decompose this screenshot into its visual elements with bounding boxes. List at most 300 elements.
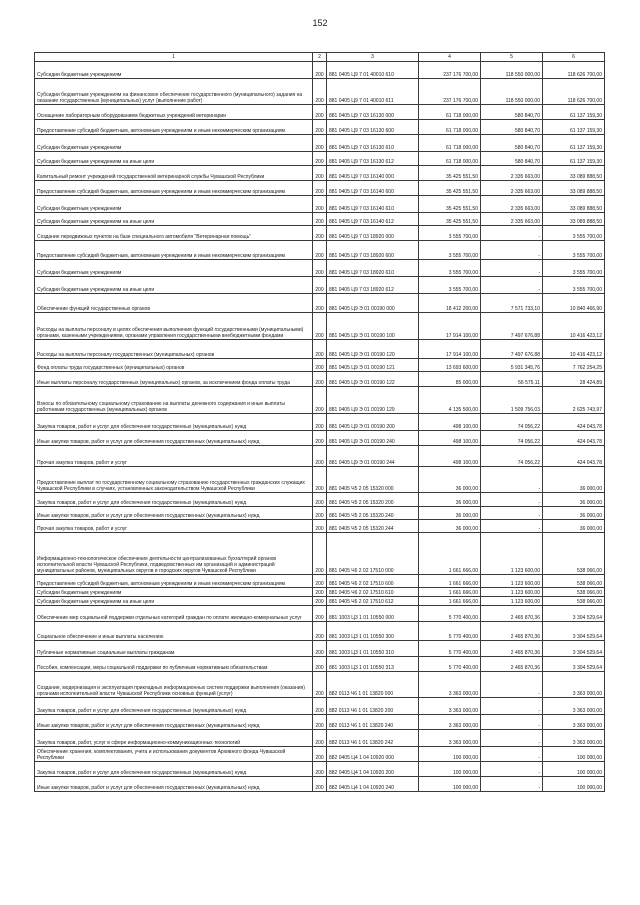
expense-name-cell: Прочая закупка товаров, работ и услуг [35, 446, 313, 467]
table-row [35, 641, 605, 657]
table-row [35, 431, 605, 446]
executed-amount-cell: 118 550 000,00 [481, 62, 543, 79]
expense-name-cell: Прочая закупка товаров, работ и услуг [35, 520, 313, 533]
line-code-cell: 200 [313, 241, 327, 260]
budget-classification-code-cell: 881 0405 Ц9 Э 01 00190 100 [327, 313, 419, 340]
budget-classification-code-cell: 881 0405 Ц9 7 03 16130 610 [327, 135, 419, 152]
line-code-cell: 200 [313, 260, 327, 277]
line-code-cell: 200 [313, 507, 327, 520]
expense-name-cell: Субсидии бюджетным учреждениям [35, 260, 313, 277]
approved-amount-cell: 1 661 666,00 [419, 575, 481, 588]
line-code-cell: 200 [313, 431, 327, 446]
executed-amount-cell: - [481, 672, 543, 698]
expense-name-cell: Расходы на выплаты персоналу в целях обеспечения выполнения функций государственными (муниципальными) органами, казенными учреждениями, органами управления государственными внебюджетными фондами [35, 313, 313, 340]
budget-classification-code-cell: 881 0405 Ч5 2 05 15320 244 [327, 520, 419, 533]
budget-classification-code-cell: 881 0405 Ц9 7 03 16140 610 [327, 196, 419, 213]
executed-amount-cell: 74 056,22 [481, 446, 543, 467]
approved-amount-cell: 36 000,00 [419, 520, 481, 533]
expense-name-cell: Пособия, компенсации, меры социальной поддержки по публичным нормативным обязательствам [35, 657, 313, 672]
approved-amount-cell: 3 363 000,00 [419, 698, 481, 715]
table-row [35, 520, 605, 533]
expense-name-cell: Субсидии бюджетным учреждениям на иные цели [35, 213, 313, 226]
budget-classification-code-cell: 881 0405 Ц9 Э 01 00190 240 [327, 431, 419, 446]
budget-classification-code-cell: 881 0405 Ч6 2 02 17510 610 [327, 588, 419, 597]
budget-classification-code-cell: 881 0405 Ц9 7 01 40010 610 [327, 62, 419, 79]
line-code-cell: 200 [313, 152, 327, 166]
executed-amount-cell: 2 465 870,36 [481, 622, 543, 641]
table-row [35, 747, 605, 762]
table-row [35, 152, 605, 166]
executed-amount-cell: 1 509 756,03 [481, 387, 543, 414]
budget-classification-code-cell: 881 0405 Ц9 7 03 16140 600 [327, 181, 419, 196]
executed-amount-cell: 2 465 870,36 [481, 641, 543, 657]
budget-classification-code-cell: 881 0405 Ч5 2 05 15320 000 [327, 467, 419, 493]
table-row [35, 777, 605, 792]
table-row [35, 196, 605, 213]
budget-classification-code-cell: 881 0405 Ц9 7 01 40010 611 [327, 79, 419, 105]
budget-classification-code-cell: 881 1003 Ц3 1 01 10550 300 [327, 622, 419, 641]
approved-amount-cell: 35 425 551,50 [419, 196, 481, 213]
executed-amount-cell: - [481, 507, 543, 520]
unexecuted-amount-cell: 33 089 888,50 [543, 181, 605, 196]
executed-amount-cell: 1 123 600,00 [481, 597, 543, 606]
executed-amount-cell: 1 123 600,00 [481, 533, 543, 575]
approved-amount-cell: 36 000,00 [419, 507, 481, 520]
executed-amount-cell: - [481, 777, 543, 792]
expense-name-cell: Предоставление выплат по государственному социальному страхованию государственных гражданских служащих Чувашской Республики в случаях, установленных законодательством Чувашской Республики [35, 467, 313, 493]
unexecuted-amount-cell: 61 137 159,30 [543, 135, 605, 152]
approved-amount-cell: 5 770 400,00 [419, 622, 481, 641]
line-code-cell: 200 [313, 135, 327, 152]
approved-amount-cell: 18 412 200,00 [419, 294, 481, 313]
executed-amount-cell: 2 335 663,00 [481, 213, 543, 226]
line-code-cell: 200 [313, 588, 327, 597]
budget-classification-code-cell: 881 0405 Ч5 2 05 15320 200 [327, 493, 419, 507]
executed-amount-cell: 1 123 600,00 [481, 588, 543, 597]
expense-name-cell: Субсидии бюджетным учреждениям на финансовое обеспечение государственного (муниципального) задания на оказание государственных (муниципальных) услуг (выполнение работ) [35, 79, 313, 105]
unexecuted-amount-cell: 3 555 700,00 [543, 226, 605, 241]
expense-name-cell: Обеспечение мер социальной поддержки отдельных категорий граждан по оплате жилищно-коммунальных услуг [35, 606, 313, 622]
line-code-cell: 200 [313, 520, 327, 533]
approved-amount-cell: 3 555 700,00 [419, 241, 481, 260]
approved-amount-cell: 61 718 000,00 [419, 152, 481, 166]
table-row [35, 467, 605, 493]
table-row [35, 372, 605, 387]
table-row [35, 597, 605, 606]
line-code-cell: 200 [313, 762, 327, 777]
budget-classification-code-cell: 881 0405 Ц9 7 03 16130 000 [327, 105, 419, 120]
expense-name-cell: Оснащение лабораторным оборудованием бюджетных учреждений ветеринарии [35, 105, 313, 120]
table-row [35, 120, 605, 135]
table-row [35, 762, 605, 777]
table-row [35, 79, 605, 105]
line-code-cell: 200 [313, 575, 327, 588]
unexecuted-amount-cell: 424 043,78 [543, 431, 605, 446]
executed-amount-cell: 580 840,70 [481, 120, 543, 135]
expense-name-cell: Закупка товаров, работ и услуг для обеспечения государственных (муниципальных) нужд [35, 698, 313, 715]
budget-classification-code-cell: 881 1003 Ц3 1 01 10550 313 [327, 657, 419, 672]
unexecuted-amount-cell: 33 089 888,50 [543, 196, 605, 213]
line-code-cell: 200 [313, 213, 327, 226]
approved-amount-cell: 4 135 500,00 [419, 387, 481, 414]
line-code-cell: 200 [313, 446, 327, 467]
expense-name-cell: Создание передвижных пунктов на базе специального автомобиля "Ветеринарная помощь" [35, 226, 313, 241]
unexecuted-amount-cell: 3 555 700,00 [543, 260, 605, 277]
table-row [35, 588, 605, 597]
budget-classification-code-cell: 882 0405 Ц4 1 04 10920 240 [327, 777, 419, 792]
approved-amount-cell: 100 000,00 [419, 762, 481, 777]
budget-execution-table [34, 52, 605, 792]
budget-classification-code-cell: 881 0405 Ц9 Э 01 00190 122 [327, 372, 419, 387]
expense-name-cell: Иные закупки товаров, работ и услуг для обеспечения государственных (муниципальных) нужд [35, 777, 313, 792]
budget-classification-code-cell: 881 0405 Ц9 Э 01 00190 200 [327, 414, 419, 431]
line-code-cell: 200 [313, 657, 327, 672]
table-row [35, 260, 605, 277]
line-code-cell: 200 [313, 533, 327, 575]
unexecuted-amount-cell: 33 089 888,50 [543, 166, 605, 181]
table-row [35, 213, 605, 226]
line-code-cell: 200 [313, 606, 327, 622]
line-code-cell: 200 [313, 777, 327, 792]
approved-amount-cell: 36 000,00 [419, 467, 481, 493]
budget-classification-code-cell: 881 0405 Ц9 Э 01 00190 121 [327, 359, 419, 372]
table-row [35, 387, 605, 414]
line-code-cell: 200 [313, 359, 327, 372]
executed-amount-cell: 2 335 663,00 [481, 181, 543, 196]
unexecuted-amount-cell: 100 000,00 [543, 747, 605, 762]
approved-amount-cell: 237 176 700,00 [419, 79, 481, 105]
table-row [35, 313, 605, 340]
expense-name-cell: Предоставление субсидий бюджетным, автономным учреждениям и иным некоммерческим организациям [35, 575, 313, 588]
table-row [35, 226, 605, 241]
approved-amount-cell: 61 718 000,00 [419, 135, 481, 152]
approved-amount-cell: 17 914 100,00 [419, 340, 481, 359]
unexecuted-amount-cell: 7 762 254,25 [543, 359, 605, 372]
expense-name-cell: Обеспечение хранения, комплектования, учета и использования документов Архивного фонда Чувашской Республики [35, 747, 313, 762]
budget-classification-code-cell: 881 0405 Ц9 7 03 18920 610 [327, 260, 419, 277]
budget-classification-code-cell: 881 0405 Ц9 7 03 18920 612 [327, 277, 419, 294]
budget-classification-code-cell: 881 0405 Ц9 7 03 16140 000 [327, 166, 419, 181]
unexecuted-amount-cell: 36 000,00 [543, 520, 605, 533]
budget-classification-code-cell: 882 0113 Ч6 1 01 13820 240 [327, 715, 419, 730]
budget-classification-code-cell: 881 0405 Ц9 7 03 18920 600 [327, 241, 419, 260]
table-row [35, 715, 605, 730]
budget-classification-code-cell: 881 1003 Ц3 1 01 10550 310 [327, 641, 419, 657]
table-row [35, 340, 605, 359]
column-header-3: 3 [327, 53, 419, 62]
table-row [35, 606, 605, 622]
approved-amount-cell: 61 718 000,00 [419, 120, 481, 135]
executed-amount-cell: 2 465 870,36 [481, 657, 543, 672]
unexecuted-amount-cell: 538 066,00 [543, 575, 605, 588]
executed-amount-cell: 74 056,22 [481, 414, 543, 431]
table-row [35, 105, 605, 120]
executed-amount-cell: 7 571 733,10 [481, 294, 543, 313]
executed-amount-cell: 1 123 600,00 [481, 575, 543, 588]
expense-name-cell: Закупка товаров, работ и услуг для обеспечения государственных (муниципальных) нужд [35, 762, 313, 777]
budget-classification-code-cell: 881 0405 Ц9 7 03 16140 612 [327, 213, 419, 226]
unexecuted-amount-cell: 3 363 000,00 [543, 672, 605, 698]
executed-amount-cell: - [481, 493, 543, 507]
line-code-cell: 200 [313, 597, 327, 606]
approved-amount-cell: 61 718 000,00 [419, 105, 481, 120]
expense-name-cell: Иные закупки товаров, работ и услуг для обеспечения государственных (муниципальных) нужд [35, 431, 313, 446]
table-row [35, 166, 605, 181]
line-code-cell: 200 [313, 196, 327, 213]
line-code-cell: 200 [313, 294, 327, 313]
executed-amount-cell: 7 497 676,88 [481, 340, 543, 359]
budget-classification-code-cell: 881 0405 Ц9 7 03 18920 000 [327, 226, 419, 241]
executed-amount-cell: - [481, 747, 543, 762]
unexecuted-amount-cell: 36 000,00 [543, 507, 605, 520]
executed-amount-cell: - [481, 762, 543, 777]
unexecuted-amount-cell: 28 424,89 [543, 372, 605, 387]
budget-classification-code-cell: 881 0405 Ц9 Э 01 00190 120 [327, 340, 419, 359]
budget-classification-code-cell: 882 0405 Ц4 1 04 10920 000 [327, 747, 419, 762]
budget-classification-code-cell: 881 0405 Ц9 7 03 16130 600 [327, 120, 419, 135]
line-code-cell: 200 [313, 372, 327, 387]
unexecuted-amount-cell: 2 625 743,97 [543, 387, 605, 414]
approved-amount-cell: 100 000,00 [419, 747, 481, 762]
expense-name-cell: Социальное обеспечение и иные выплаты населению [35, 622, 313, 641]
unexecuted-amount-cell: 538 066,00 [543, 597, 605, 606]
approved-amount-cell: 3 363 000,00 [419, 715, 481, 730]
table-row [35, 241, 605, 260]
unexecuted-amount-cell: 3 363 000,00 [543, 730, 605, 747]
approved-amount-cell: 498 100,00 [419, 446, 481, 467]
executed-amount-cell: - [481, 260, 543, 277]
approved-amount-cell: 5 770 400,00 [419, 657, 481, 672]
unexecuted-amount-cell: 3 363 000,00 [543, 715, 605, 730]
executed-amount-cell: - [481, 241, 543, 260]
approved-amount-cell: 1 661 666,00 [419, 533, 481, 575]
line-code-cell: 200 [313, 387, 327, 414]
column-header-2: 2 [313, 53, 327, 62]
budget-classification-code-cell: 881 0405 Ц9 7 03 16130 612 [327, 152, 419, 166]
approved-amount-cell: 3 555 700,00 [419, 277, 481, 294]
unexecuted-amount-cell: 3 363 000,00 [543, 698, 605, 715]
approved-amount-cell: 17 914 100,00 [419, 313, 481, 340]
executed-amount-cell: 74 056,22 [481, 431, 543, 446]
unexecuted-amount-cell: 100 000,00 [543, 777, 605, 792]
line-code-cell: 200 [313, 467, 327, 493]
approved-amount-cell: 5 770 400,00 [419, 641, 481, 657]
unexecuted-amount-cell: 3 304 529,64 [543, 641, 605, 657]
table-row [35, 135, 605, 152]
line-code-cell: 200 [313, 641, 327, 657]
expense-name-cell: Публичные нормативные социальные выплаты гражданам [35, 641, 313, 657]
unexecuted-amount-cell: 424 043,78 [543, 446, 605, 467]
unexecuted-amount-cell: 100 000,00 [543, 762, 605, 777]
approved-amount-cell: 85 000,00 [419, 372, 481, 387]
expense-name-cell: Закупка товаров, работ, услуг в сфере информационно-коммуникационных технологий [35, 730, 313, 747]
approved-amount-cell: 1 661 666,00 [419, 597, 481, 606]
unexecuted-amount-cell: 10 416 423,12 [543, 340, 605, 359]
unexecuted-amount-cell: 36 000,00 [543, 493, 605, 507]
unexecuted-amount-cell: 3 304 529,64 [543, 606, 605, 622]
table-body [35, 62, 605, 792]
approved-amount-cell: 35 425 551,50 [419, 166, 481, 181]
line-code-cell: 200 [313, 277, 327, 294]
line-code-cell: 200 [313, 105, 327, 120]
expense-name-cell: Информационно-технологическое обеспечение деятельности централизованных бухгалтерий органов исполнительной власти Чувашской Республики, подведомственных им организаций и администраций муниципальных районов, муниципальных округов и городских округов Чувашской Республики [35, 533, 313, 575]
unexecuted-amount-cell: 36 000,00 [543, 467, 605, 493]
table-row [35, 414, 605, 431]
table-row [35, 294, 605, 313]
executed-amount-cell: 7 497 676,88 [481, 313, 543, 340]
executed-amount-cell: 2 335 663,00 [481, 196, 543, 213]
executed-amount-cell: - [481, 467, 543, 493]
table-header-row [35, 53, 605, 62]
executed-amount-cell: - [481, 730, 543, 747]
expense-name-cell: Капитальный ремонт учреждений государственной ветеринарной службы Чувашской Республики [35, 166, 313, 181]
executed-amount-cell: 56 575,11 [481, 372, 543, 387]
table-row [35, 507, 605, 520]
table-row [35, 698, 605, 715]
expense-name-cell: Предоставление субсидий бюджетным, автономным учреждениям и иным некоммерческим организациям [35, 241, 313, 260]
unexecuted-amount-cell: 61 137 159,30 [543, 120, 605, 135]
line-code-cell: 200 [313, 672, 327, 698]
table-row [35, 657, 605, 672]
table-row [35, 62, 605, 79]
line-code-cell: 200 [313, 313, 327, 340]
line-code-cell: 200 [313, 414, 327, 431]
expense-name-cell: Закупка товаров, работ и услуг для обеспечения государственных (муниципальных) нужд [35, 493, 313, 507]
unexecuted-amount-cell: 33 089 888,50 [543, 213, 605, 226]
expense-name-cell: Создание, модернизация и эксплуатация прикладных информационных систем поддержки выполнения (оказания) органами исполнительной власти Чувашской Республики основных функций (услуг) [35, 672, 313, 698]
executed-amount-cell: 580 840,70 [481, 152, 543, 166]
line-code-cell: 200 [313, 226, 327, 241]
executed-amount-cell: 2 465 870,36 [481, 606, 543, 622]
approved-amount-cell: 3 555 700,00 [419, 260, 481, 277]
table-row [35, 359, 605, 372]
expense-name-cell: Субсидии бюджетным учреждениям на иные цели [35, 597, 313, 606]
expense-name-cell: Взносы по обязательному социальному страхованию на выплаты денежного содержания и иные выплаты работникам государственных (муниципальных) органов [35, 387, 313, 414]
table-row [35, 575, 605, 588]
line-code-cell: 200 [313, 120, 327, 135]
expense-name-cell: Обеспечение функций государственных органов [35, 294, 313, 313]
line-code-cell: 200 [313, 730, 327, 747]
expense-name-cell: Фонд оплаты труда государственных (муниципальных) органов [35, 359, 313, 372]
unexecuted-amount-cell: 3 304 529,64 [543, 622, 605, 641]
approved-amount-cell: 35 425 551,50 [419, 213, 481, 226]
line-code-cell: 200 [313, 747, 327, 762]
budget-classification-code-cell: 882 0113 Ч6 1 01 13820 200 [327, 698, 419, 715]
unexecuted-amount-cell: 10 416 423,12 [543, 313, 605, 340]
executed-amount-cell: - [481, 520, 543, 533]
executed-amount-cell: - [481, 277, 543, 294]
budget-classification-code-cell: 882 0113 Ч6 1 01 13820 242 [327, 730, 419, 747]
expense-name-cell: Иные выплаты персоналу государственных (муниципальных) органов, за исключением фонда оплаты труда [35, 372, 313, 387]
executed-amount-cell: - [481, 226, 543, 241]
unexecuted-amount-cell: 3 304 529,64 [543, 657, 605, 672]
table-row [35, 672, 605, 698]
budget-classification-code-cell: 882 0405 Ц4 1 04 10920 200 [327, 762, 419, 777]
executed-amount-cell: 5 931 345,76 [481, 359, 543, 372]
executed-amount-cell: - [481, 698, 543, 715]
executed-amount-cell: 580 840,70 [481, 135, 543, 152]
budget-classification-code-cell: 881 0405 Ч6 2 02 17510 000 [327, 533, 419, 575]
expense-name-cell: Субсидии бюджетным учреждениям на иные цели [35, 277, 313, 294]
executed-amount-cell: 118 550 000,00 [481, 79, 543, 105]
table-row [35, 277, 605, 294]
approved-amount-cell: 498 100,00 [419, 414, 481, 431]
approved-amount-cell: 13 693 600,00 [419, 359, 481, 372]
budget-classification-code-cell: 881 0405 Ц9 Э 01 00190 129 [327, 387, 419, 414]
budget-classification-code-cell: 881 1003 Ц3 1 01 10550 000 [327, 606, 419, 622]
table-row [35, 730, 605, 747]
budget-classification-code-cell: 881 0405 Ц9 Э 01 00190 244 [327, 446, 419, 467]
table-row [35, 493, 605, 507]
approved-amount-cell: 498 100,00 [419, 431, 481, 446]
budget-classification-code-cell: 882 0113 Ч6 1 01 13820 000 [327, 672, 419, 698]
line-code-cell: 200 [313, 340, 327, 359]
executed-amount-cell: - [481, 715, 543, 730]
table-row [35, 533, 605, 575]
expense-name-cell: Расходы на выплаты персоналу государственных (муниципальных) органов [35, 340, 313, 359]
approved-amount-cell: 5 770 400,00 [419, 606, 481, 622]
line-code-cell: 200 [313, 493, 327, 507]
line-code-cell: 200 [313, 698, 327, 715]
executed-amount-cell: 580 840,70 [481, 105, 543, 120]
approved-amount-cell: 3 555 700,00 [419, 226, 481, 241]
expense-name-cell: Предоставление субсидий бюджетным, автономным учреждениям и иным некоммерческим организациям [35, 120, 313, 135]
unexecuted-amount-cell: 118 626 700,00 [543, 62, 605, 79]
approved-amount-cell: 237 176 700,00 [419, 62, 481, 79]
unexecuted-amount-cell: 61 137 159,30 [543, 152, 605, 166]
line-code-cell: 200 [313, 79, 327, 105]
table-row [35, 181, 605, 196]
expense-name-cell: Субсидии бюджетным учреждениям [35, 135, 313, 152]
unexecuted-amount-cell: 118 626 700,00 [543, 79, 605, 105]
line-code-cell: 200 [313, 622, 327, 641]
column-header-6: 6 [543, 53, 605, 62]
unexecuted-amount-cell: 538 066,00 [543, 533, 605, 575]
column-header-5: 5 [481, 53, 543, 62]
unexecuted-amount-cell: 10 840 466,90 [543, 294, 605, 313]
unexecuted-amount-cell: 3 555 700,00 [543, 241, 605, 260]
table-row [35, 622, 605, 641]
column-header-4: 4 [419, 53, 481, 62]
expense-name-cell: Субсидии бюджетным учреждениям [35, 588, 313, 597]
approved-amount-cell: 1 661 666,00 [419, 588, 481, 597]
expense-name-cell: Субсидии бюджетным учреждениям [35, 62, 313, 79]
approved-amount-cell: 3 363 000,00 [419, 672, 481, 698]
executed-amount-cell: 2 335 663,00 [481, 166, 543, 181]
unexecuted-amount-cell: 538 066,00 [543, 588, 605, 597]
expense-name-cell: Субсидии бюджетным учреждениям [35, 196, 313, 213]
expense-name-cell: Иные закупки товаров, работ и услуг для обеспечения государственных (муниципальных) нужд [35, 715, 313, 730]
expense-name-cell: Закупка товаров, работ и услуг для обеспечения государственных (муниципальных) нужд [35, 414, 313, 431]
approved-amount-cell: 100 000,00 [419, 777, 481, 792]
unexecuted-amount-cell: 61 137 159,30 [543, 105, 605, 120]
approved-amount-cell: 36 000,00 [419, 493, 481, 507]
line-code-cell: 200 [313, 181, 327, 196]
expense-name-cell: Иные закупки товаров, работ и услуг для обеспечения государственных (муниципальных) нужд [35, 507, 313, 520]
approved-amount-cell: 35 425 551,50 [419, 181, 481, 196]
column-header-1: 1 [35, 53, 313, 62]
unexecuted-amount-cell: 424 043,78 [543, 414, 605, 431]
line-code-cell: 200 [313, 166, 327, 181]
expense-name-cell: Субсидии бюджетным учреждениям на иные цели [35, 152, 313, 166]
page-number: 152 [312, 18, 328, 28]
unexecuted-amount-cell: 3 555 700,00 [543, 277, 605, 294]
budget-classification-code-cell: 881 0405 Ч5 2 05 15320 240 [327, 507, 419, 520]
approved-amount-cell: 3 363 000,00 [419, 730, 481, 747]
table-row [35, 446, 605, 467]
line-code-cell: 200 [313, 715, 327, 730]
expense-name-cell: Предоставление субсидий бюджетным, автономным учреждениям и иным некоммерческим организациям [35, 181, 313, 196]
